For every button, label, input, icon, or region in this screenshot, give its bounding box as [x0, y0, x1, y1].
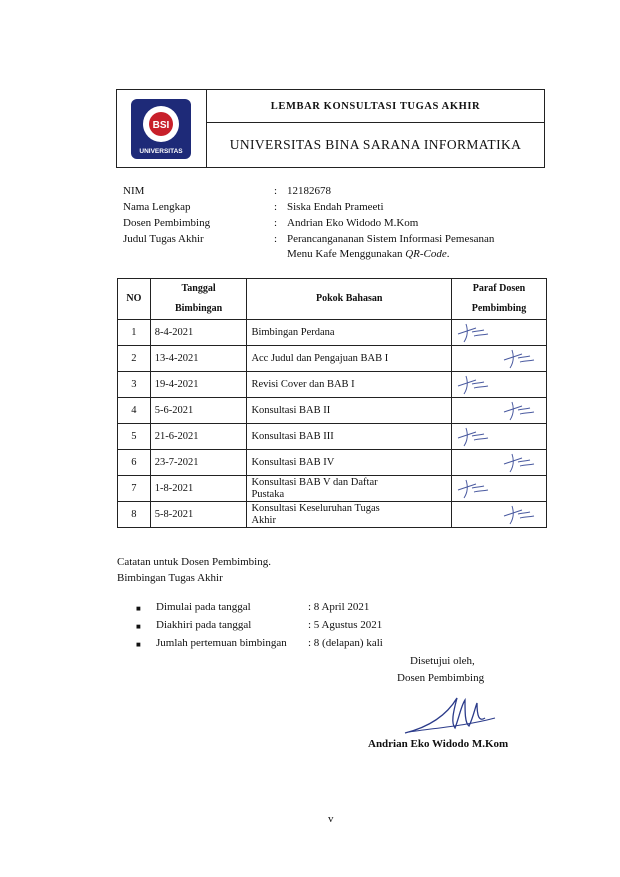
signature-mark	[456, 478, 490, 500]
table-row	[118, 346, 547, 372]
form-title: LEMBAR KONSULTASI TUGAS AKHIR	[207, 90, 544, 123]
signature-mark	[502, 504, 536, 526]
logo-caption: UNIVERSITAS	[139, 148, 183, 155]
row-date: 23-7-2021	[150, 450, 247, 476]
row-number: 7	[118, 476, 151, 502]
row-number: 3	[118, 372, 151, 398]
meeting-count-label: Jumlah pertemuan bimbingan	[156, 637, 287, 649]
row-date: 1-8-2021	[150, 476, 247, 502]
row-date: 13-4-2021	[150, 346, 247, 372]
colon: :	[274, 185, 278, 197]
col-signature-header: Paraf Dosen Pembimbing	[451, 279, 546, 320]
table-row	[118, 476, 547, 502]
row-number: 4	[118, 398, 151, 424]
end-date-label: Diakhiri pada tanggal	[156, 619, 252, 631]
logo-cell	[117, 90, 207, 167]
thesis-title-line2: Menu Kafe Menggunakan QR-Code.	[287, 248, 450, 260]
signature-mark	[502, 348, 536, 370]
row-date: 19-4-2021	[150, 372, 247, 398]
approval-line2: Dosen Pembimbing	[397, 672, 485, 684]
notes-line1: Catatan untuk Dosen Pembimbing.	[117, 556, 271, 568]
row-number: 5	[118, 424, 151, 450]
row-topic: Konsultasi BAB IV	[247, 450, 452, 476]
row-number: 6	[118, 450, 151, 476]
row-signature-cell	[451, 502, 546, 528]
row-signature-cell	[451, 372, 546, 398]
row-signature-cell	[451, 346, 546, 372]
row-topic: Bimbingan Perdana	[247, 320, 452, 346]
row-date: 8-4-2021	[150, 320, 247, 346]
approval-line1: Disetujui oleh,	[410, 655, 475, 667]
table-row	[118, 372, 547, 398]
page-number: v	[328, 813, 334, 825]
signature-mark	[456, 322, 490, 344]
name-value: Siska Endah Prameeti	[287, 201, 384, 213]
name-label: Nama Lengkap	[123, 201, 191, 213]
advisor-label: Dosen Pembimbing	[123, 217, 211, 229]
start-date-value: : 8 April 2021	[308, 601, 370, 613]
meeting-count-value: : 8 (delapan) kali	[308, 637, 383, 649]
row-topic: Revisi Cover dan BAB I	[247, 372, 452, 398]
start-date-label: Dimulai pada tanggal	[156, 601, 251, 613]
row-date: 5-6-2021	[150, 398, 247, 424]
table-body	[118, 320, 547, 528]
nim-value: 12182678	[287, 185, 331, 197]
consultation-table	[117, 278, 547, 528]
row-signature-cell	[451, 476, 546, 502]
col-no-header: NO	[118, 279, 151, 320]
university-name: UNIVERSITAS BINA SARANA INFORMATIKA	[229, 137, 522, 152]
table-row	[118, 450, 547, 476]
row-topic: Acc Judul dan Pengajuan BAB I	[247, 346, 452, 372]
row-signature-cell	[451, 398, 546, 424]
advisor-value: Andrian Eko Widodo M.Kom	[287, 217, 419, 229]
row-topic: Konsultasi BAB V dan Daftar Pustaka	[247, 476, 452, 502]
row-topic: Konsultasi Keseluruhan Tugas Akhir	[247, 502, 452, 528]
row-date: 5-8-2021	[150, 502, 247, 528]
row-signature-cell	[451, 424, 546, 450]
table-row	[118, 424, 547, 450]
row-number: 8	[118, 502, 151, 528]
signature-mark	[502, 400, 536, 422]
row-topic: Konsultasi BAB II	[247, 398, 452, 424]
row-number: 1	[118, 320, 151, 346]
advisor-signature	[395, 688, 505, 740]
colon: :	[274, 217, 278, 229]
end-date-value: : 5 Agustus 2021	[308, 619, 383, 631]
bullet-icon: ■	[136, 622, 141, 631]
colon: :	[274, 201, 278, 213]
row-date: 21-6-2021	[150, 424, 247, 450]
table-header-row	[118, 279, 547, 320]
colon: :	[274, 233, 278, 245]
table-row	[118, 398, 547, 424]
row-signature-cell	[451, 450, 546, 476]
signature-mark	[502, 452, 536, 474]
row-topic: Konsultasi BAB III	[247, 424, 452, 450]
thesis-title-line1: Perancangananan Sistem Informasi Pemesanan	[287, 233, 495, 245]
nim-label: NIM	[123, 185, 145, 197]
row-number: 2	[118, 346, 151, 372]
table-row	[118, 320, 547, 346]
document-header	[116, 89, 545, 168]
row-signature-cell	[451, 320, 546, 346]
signer-name: Andrian Eko Widodo M.Kom	[368, 738, 509, 750]
logo-mark: BSI	[152, 120, 170, 131]
signature-mark	[456, 374, 490, 396]
university-logo	[131, 99, 191, 159]
col-date-header: Tanggal Bimbingan	[150, 279, 247, 320]
bullet-icon: ■	[136, 604, 141, 613]
thesis-title-label: Judul Tugas Akhir	[123, 233, 204, 245]
bullet-icon: ■	[136, 640, 141, 649]
signature-mark	[456, 426, 490, 448]
notes-line2: Bimbingan Tugas Akhir	[117, 572, 223, 584]
table-row	[118, 502, 547, 528]
col-topic-header: Pokok Bahasan	[247, 279, 452, 320]
